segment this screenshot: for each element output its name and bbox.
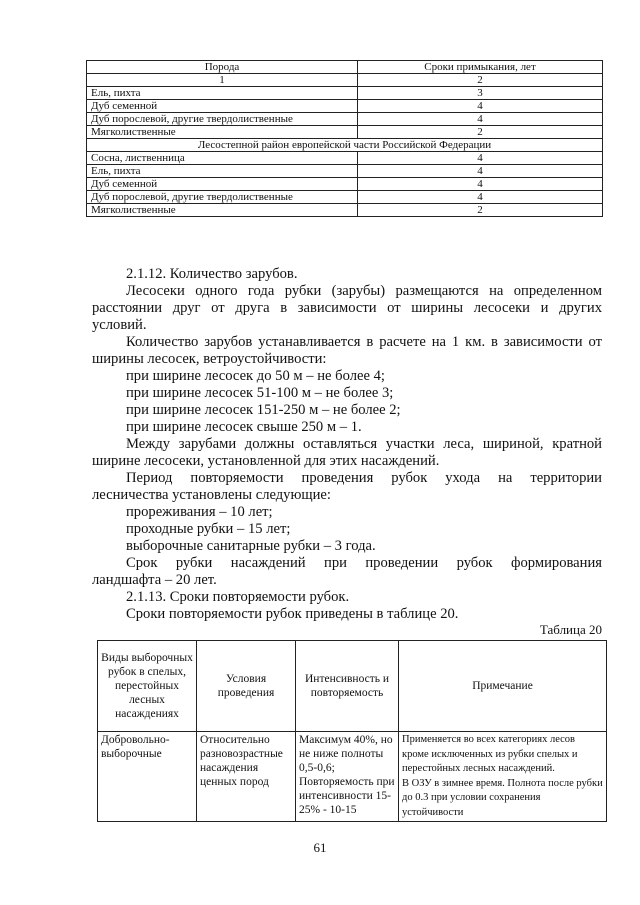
paragraph-line: Количество зарубов устанавливается в расчете на 1 км. в зависимости от: [126, 334, 602, 350]
period-cell: 4: [358, 165, 603, 178]
list-item: прореживания – 10 лет;: [126, 504, 273, 520]
species-cell: Дуб порослевой, другие твердолиственные: [87, 113, 358, 126]
table-header-row: [87, 61, 603, 74]
paragraph-line: условий.: [92, 317, 147, 333]
table-section-row: [87, 139, 603, 152]
paragraph-line: Период повторяемости проведения рубок ухода на территории: [126, 470, 602, 486]
species-cell: Дуб семенной: [87, 100, 358, 113]
list-item: проходные рубки – 15 лет;: [126, 521, 291, 537]
intensity-cell: Максимум 40%, но не ниже полноты 0,5-0,6; Повторяемость при интенсивности 15-25% - 10-15: [296, 732, 399, 822]
paragraph-line: ширине лесосеки, установленной для этих насаждений.: [92, 453, 440, 469]
paragraph-line: Лесосеки одного года рубки (зарубы) размещаются на определенном: [126, 283, 602, 299]
header-intensity: Интенсивность и повторяемость: [296, 641, 399, 732]
species-cell: Мягколиственные: [87, 126, 358, 139]
table-header-row: [98, 641, 607, 732]
period-cell: 2: [358, 126, 603, 139]
paragraph-line: Срок рубки насаждений при проведении рубок формирования: [126, 555, 602, 571]
species-cell: Мягколиственные: [87, 204, 358, 217]
note-line: В ОЗУ в зимнее время. Полнота после рубки до 0.3 при условии сохранения устойчивости: [402, 777, 603, 818]
cutting-frequency-table: [97, 640, 607, 822]
header-conditions: Условия проведения: [197, 641, 296, 732]
paragraph-line: ландшафта – 20 лет.: [92, 572, 217, 588]
table-row: [87, 100, 603, 113]
table-row: [87, 191, 603, 204]
header-cutting-types: Виды выборочных рубок в спелых, перестойных лесных насаждениях: [98, 641, 197, 732]
list-item: при ширине лесосек свыше 250 м – 1.: [126, 419, 362, 435]
header-note: Примечание: [399, 641, 607, 732]
period-cell: 4: [358, 100, 603, 113]
cutting-type-cell: Добровольно-выборочные: [98, 732, 197, 822]
list-item: при ширине лесосек 151-250 м – не более 2;: [126, 402, 401, 418]
period-cell: 3: [358, 87, 603, 100]
adjacency-periods-table: [86, 60, 603, 217]
table-row: [87, 126, 603, 139]
period-cell: 4: [358, 178, 603, 191]
species-cell: Сосна, лиственница: [87, 152, 358, 165]
table-numbering-row: [87, 74, 603, 87]
table-row: [87, 113, 603, 126]
species-cell: Ель, пихта: [87, 165, 358, 178]
table-row: [87, 152, 603, 165]
species-cell: Дуб семенной: [87, 178, 358, 191]
list-item: при ширине лесосек 51-100 м – не более 3;: [126, 385, 394, 401]
region-section-title: Лесостепной район европейской части Российской Федерации: [87, 139, 603, 152]
list-item: при ширине лесосек до 50 м – не более 4;: [126, 368, 385, 384]
section-heading-2-1-13: 2.1.13. Сроки повторяемости рубок.: [126, 589, 350, 605]
period-cell: 4: [358, 152, 603, 165]
header-periods: Сроки примыкания, лет: [358, 61, 603, 74]
column-number-1: 1: [87, 74, 358, 87]
conditions-cell: Относительно разновозрастные насаждения ценных пород: [197, 732, 296, 822]
note-cell: [399, 732, 607, 822]
table-row: [87, 87, 603, 100]
period-cell: 4: [358, 191, 603, 204]
species-cell: Дуб порослевой, другие твердолиственные: [87, 191, 358, 204]
paragraph-line: лесничества установлены следующие:: [92, 487, 331, 503]
paragraph-line: расстоянии друг от друга в зависимости от ширины лесосеки и других: [92, 300, 602, 316]
page-number: 61: [313, 840, 327, 855]
header-species: Порода: [87, 61, 358, 74]
note-line: Применяется во всех категориях лесов кроме исключенных из рубки спелых и перестойных лесных насаждений.: [402, 734, 578, 774]
paragraph-line: Сроки повторяемости рубок приведены в таблице 20.: [126, 606, 459, 622]
section-heading-2-1-12: 2.1.12. Количество зарубов.: [126, 266, 298, 282]
paragraph-line: Между зарубами должны оставляться участки леса, шириной, кратной: [126, 436, 602, 452]
table-caption: Таблица 20: [539, 622, 602, 637]
table-row: [98, 732, 607, 822]
period-cell: 2: [358, 204, 603, 217]
table-row: [87, 165, 603, 178]
species-cell: Ель, пихта: [87, 87, 358, 100]
body-text: [92, 266, 602, 623]
column-number-2: 2: [358, 74, 603, 87]
table-row: [87, 178, 603, 191]
list-item: выборочные санитарные рубки – 3 года.: [126, 538, 376, 554]
period-cell: 4: [358, 113, 603, 126]
table-row: [87, 204, 603, 217]
paragraph-line: ширины лесосек, ветроустойчивости:: [92, 351, 327, 367]
